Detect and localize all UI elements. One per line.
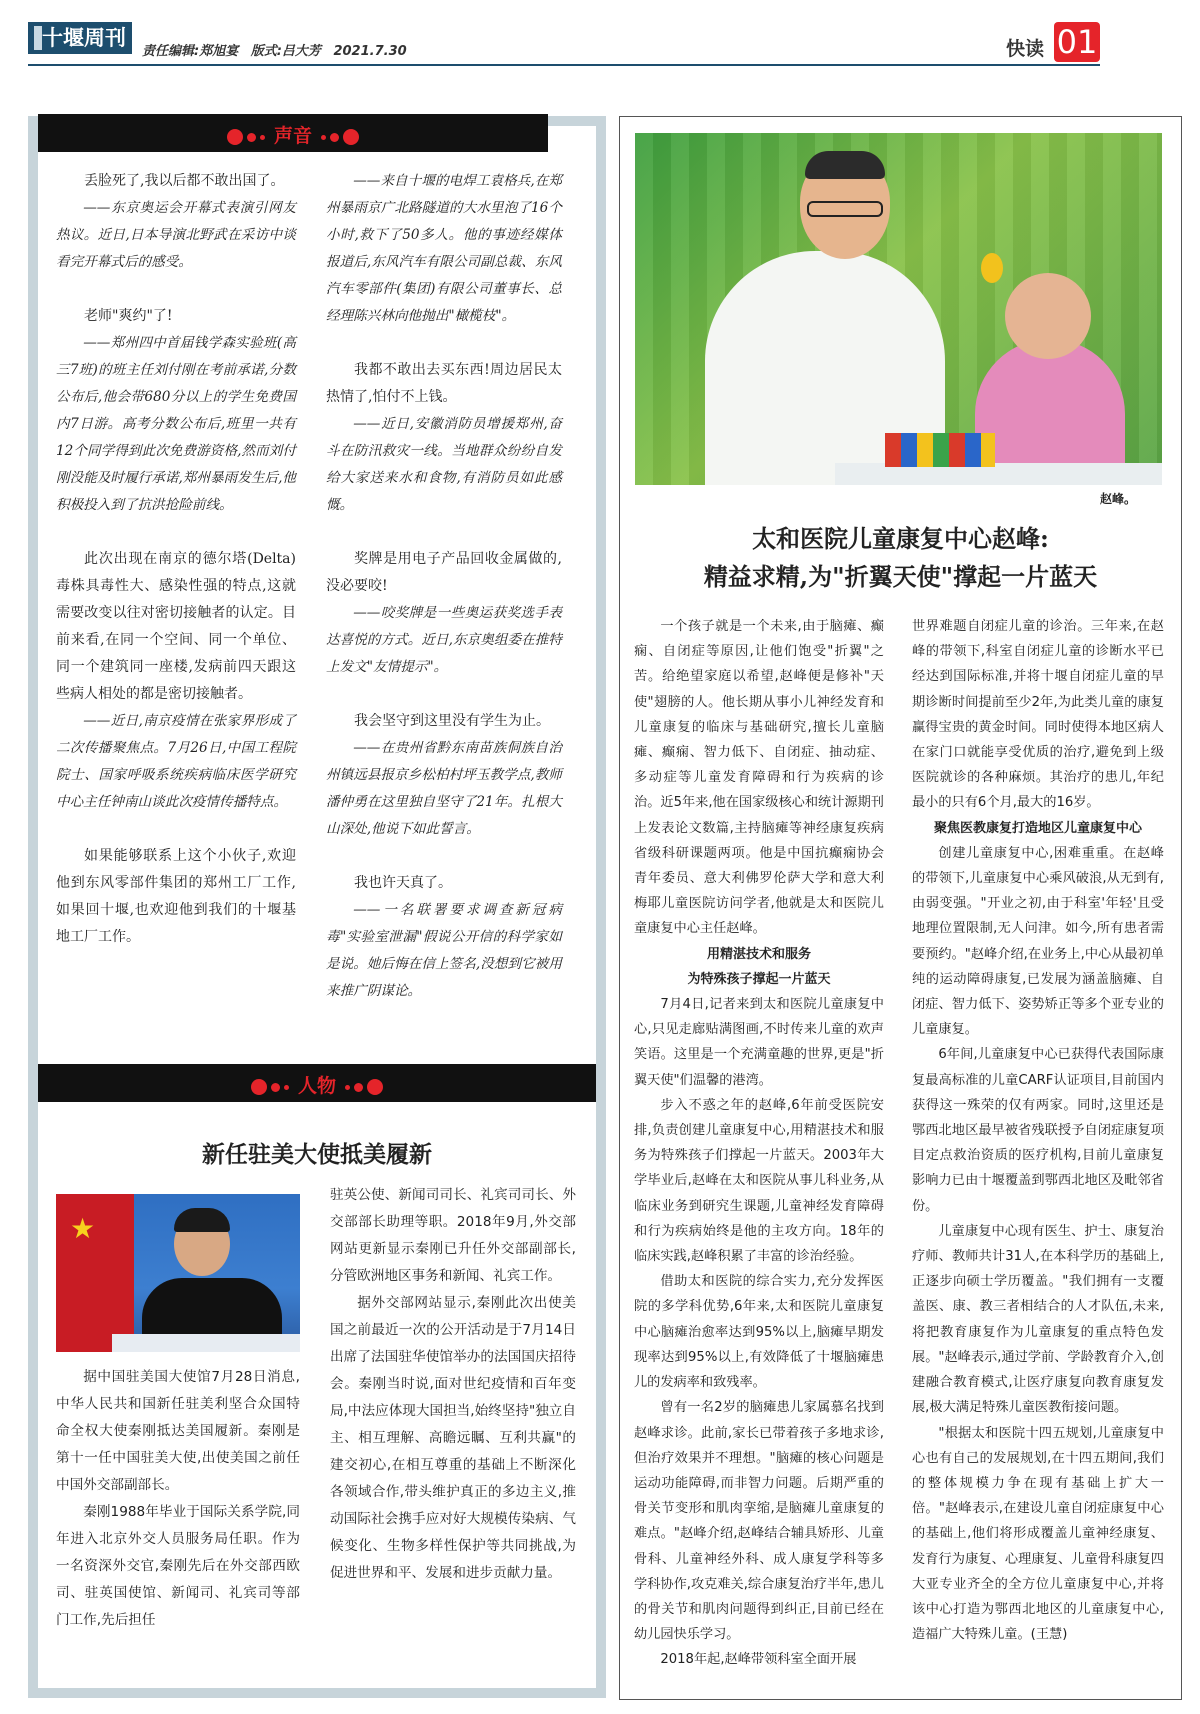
- editor-credit: 责任编辑:郑旭宴: [142, 44, 239, 59]
- paragraph: 2018年起,赵峰带领科室全面开展: [660, 1652, 857, 1668]
- issue-date: 2021.7.30: [333, 44, 407, 59]
- feature-headline-line2: 精益求精,为"折翼天使"撑起一片蓝天: [703, 562, 1098, 591]
- people-column-1: [56, 1364, 300, 1634]
- quote-source: ——在贵州省黔东南苗族侗族自治州镇远县报京乡松柏村坪玉教学点,教师潘仲勇在这里独自坚守了21年。扎根大山深处,他说下如此誓言。: [326, 740, 562, 837]
- paragraph: 创建儿童康复中心,困难重重。在赵峰的带领下,儿童康复中心乘风破浪,从无到有,由弱变强。"开业之初,由于科室'年轻'且受地理位置限制,无人问津。如今,所有患者需要预约。"赵峰介绍,在业务上,中心从最初单纯的运动障碍康复,已发展为涵盖脑瘫、自闭症、智力低下、姿势矫正等多个亚专业的儿童康复。: [912, 845, 1164, 1038]
- quote-text: 老师"爽约"了!: [84, 308, 173, 324]
- paragraph: 6年间,儿童康复中心已获得代表国际康复最高标准的儿童CARF认证项目,目前国内获得这一殊荣的仅有两家。同时,这里还是鄂西北地区最早被省残联授予自闭症康复项目定点救治资质的医疗机构,目前儿童康复影响力已由十堰覆盖到鄂西北地区及毗邻省份。: [912, 1047, 1164, 1214]
- quote-source: ——近日,安徽消防员增援郑州,奋斗在防汛救灾一线。当地群众纷纷自发给大家送来水和食物,有消防员如此感慨。: [326, 416, 562, 513]
- people-headline: 新任驻美大使抵美履新: [202, 1141, 432, 1168]
- paragraph: 据中国驻美国大使馆7月28日消息,中华人民共和国新任驻美利坚合众国特命全权大使秦刚抵达美国履新。秦刚是第十一任中国驻美大使,出使美国之前任中国外交部副部长。: [56, 1369, 300, 1493]
- quote-text: 此次出现在南京的德尔塔(Delta)毒株具毒性大、感染性强的特点,这就需要改变以往对密切接触者的认定。目前来看,在同一个空间、同一个单位、同一个建筑同一座楼,发病前四天跟这些病人相处的都是密切接触者。: [56, 551, 296, 702]
- feature-column-2: [912, 614, 1164, 1647]
- quote-text: 我都不敢出去买东西!周边居民太热情了,怕付不上钱。: [326, 362, 562, 405]
- feature-headline-line1: 太和医院儿童康复中心赵峰:: [752, 524, 1049, 553]
- paragraph: 据外交部网站显示,秦刚此次出使美国之前最近一次的公开活动是于7月14日出席了法国驻华使馆举办的法国国庆招待会。秦刚当时说,面对世纪疫情和百年变局,中法应体现大国担当,始终坚持"独立自主、相互理解、高瞻远瞩、互利共赢"的建交初心,在相互尊重的基础上不断深化各领域合作,带头维护真正的多边主义,推动国际社会携手应对好大规模传染病、气候变化、生物多样性保护等共同挑战,为促进世界和平、发展和进步贡献力量。: [330, 1295, 576, 1581]
- quote-text: 如果能够联系上这个小伙子,欢迎他到东风零部件集团的郑州工厂工作,如果回十堰,也欢迎他到我们的十堰基地工厂工作。: [56, 848, 296, 945]
- section-name: 快读: [1006, 38, 1045, 60]
- paragraph: 借助太和医院的综合实力,充分发挥医院的多学科优势,6年来,太和医院儿童康复中心脑瘫治愈率达到95%以上,脑瘫早期发现率达到95%以上,有效降低了十堰脑瘫患儿的发病率和致残率。: [634, 1274, 884, 1391]
- paragraph: 曾有一名2岁的脑瘫患儿家属慕名找到赵峰求诊。此前,家长已带着孩子多地求诊,但治疗效果并不理想。"脑瘫的核心问题是运动功能障碍,而非智力问题。后期严重的骨关节变形和肌肉挛缩,是脑瘫儿童康复的难点。"赵峰介绍,赵峰结合辅具矫形、儿童骨科、儿童神经外科、成人康复学科等多学科协作,攻克难关,综合康复治疗半年,患儿的骨关节和肌肉问题得到纠正,目前已经在幼儿园快乐学习。: [634, 1400, 884, 1643]
- paragraph: 儿童康复中心现有医生、护士、康复治疗师、教师共计31人,在本科学历的基础上,正逐步向硕士学历覆盖。"我们拥有一支覆盖医、康、教三者相结合的人才队伍,未来,将把教育康复作为儿童康复的重点特色发展。"赵峰表示,通过学前、学龄教育介入,创建融合教育模式,让医疗康复向教育康复发展,极大满足特殊儿童医教衔接问题。: [912, 1223, 1164, 1416]
- quote-text: 我也许天真了。: [354, 875, 452, 891]
- quote-source: ——咬奖牌是一些奥运获奖选手表达喜悦的方式。近日,东京奥组委在推特上发文"友情提示"。: [326, 605, 562, 675]
- photo-caption: 赵峰。: [1100, 492, 1137, 506]
- layout-credit: 版式:吕大芳: [250, 44, 321, 59]
- voices-column-1: [56, 168, 296, 951]
- dots-left-icon: [249, 1076, 291, 1098]
- dots-right-icon: [343, 1076, 385, 1098]
- quote-text: 奖牌是用电子产品回收金属做的,没必要咬!: [326, 551, 562, 594]
- feature-column-1: [634, 614, 884, 1673]
- quote-text: 丢脸死了,我以后都不敢出国了。: [84, 173, 285, 189]
- doctor-photo: [635, 133, 1162, 485]
- header-meta: [142, 40, 415, 59]
- quote-source: ——东京奥运会开幕式表演引网友热议。近日,日本导演北野武在采访中谈看完开幕式后的感受。: [56, 200, 296, 270]
- paragraph: 驻英公使、新闻司司长、礼宾司司长、外交部部长助理等职。2018年9月,外交部网站更新显示秦刚已升任外交部副部长,分管欧洲地区事务和新闻、礼宾工作。: [330, 1187, 576, 1284]
- masthead-logo: [28, 22, 132, 54]
- quote-source: ——来自十堰的电焊工袁格兵,在郑州暴雨京广北路隧道的大水里泡了16个小时,救下了50多人。他的事迹经媒体报道后,东风汽车有限公司副总裁、东风汽车零部件(集团)有限公司董事长、总经理陈兴林向他抛出"橄榄枝"。: [326, 173, 562, 324]
- subheading: 用精湛技术和服务: [706, 946, 811, 962]
- paragraph: "根据太和医院十四五规划,儿童康复中心也有自己的发展规划,在十四五期间,我们的整体规模力争在现有基础上扩大一倍。"赵峰表示,在建设儿童自闭症康复中心的基础上,他们将形成覆盖儿童神经康复、发育行为康复、心理康复、儿童骨科康复四大亚专业齐全的全方位儿童康复中心,并将该中心打造为鄂西北地区的儿童康复中心,造福广大特殊儿童。(王慧): [912, 1425, 1164, 1643]
- subheading: 为特殊孩子撑起一片蓝天: [687, 971, 831, 987]
- ambassador-photo: ★: [56, 1194, 300, 1352]
- voices-column-2: [326, 168, 562, 1005]
- dots-left-icon: [225, 126, 267, 148]
- people-section-bar: [38, 1064, 596, 1102]
- page-number: 01: [1054, 22, 1100, 62]
- paragraph: 步入不惑之年的赵峰,6年前受医院安排,负责创建儿童康复中心,用精湛技术和服务为特殊孩子们撑起一片蓝天。2003年大学毕业后,赵峰在太和医院从事儿科业务,从临床业务到研究生课题,儿童神经发育障碍和行为疾病始终是他的主攻方向。18年的临床实践,赵峰积累了丰富的诊治经验。: [634, 1097, 884, 1265]
- people-section-title: 人物: [297, 1075, 336, 1097]
- people-column-2: [330, 1182, 576, 1587]
- quote-source: ——郑州四中首届钱学森实验班(高三7班)的班主任刘付刚在考前承诺,分数公布后,他会带680分以上的学生免费国内7日游。高考分数公布后,班里一共有12个同学得到此次免费游资格,然而刘付刚没能及时履行承诺,郑州暴雨发生后,他积极投入到了抗洪抢险前线。: [56, 335, 296, 513]
- feature-headline: [620, 520, 1181, 596]
- voices-section-bar: [38, 114, 548, 152]
- masthead-logo-text: 十堰周刊: [42, 25, 126, 50]
- paragraph: 7月4日,记者来到太和医院儿童康复中心,只见走廊贴满图画,不时传来儿童的欢声笑语。这里是一个充满童趣的世界,更是"折翼天使"们温馨的港湾。: [634, 997, 884, 1088]
- quote-text: 我会坚守到这里没有学生为止。: [354, 713, 550, 729]
- quote-source: ——一名联署要求调查新冠病毒"实验室泄漏"假说公开信的科学家如是说。她后悔在信上签名,没想到它被用来推广阴谋论。: [326, 902, 562, 999]
- subheading: 聚焦医教康复打造地区儿童康复中心: [933, 820, 1142, 836]
- quote-source: ——近日,南京疫情在张家界形成了二次传播聚焦点。7月26日,中国工程院院士、国家呼吸系统疾病临床医学研究中心主任钟南山谈此次疫情传播特点。: [56, 713, 296, 810]
- header-rule: [28, 64, 1100, 66]
- voices-section-title: 声音: [273, 125, 312, 147]
- paragraph: 世界难题自闭症儿童的诊治。三年来,在赵峰的带领下,科室自闭症儿童的诊断水平已经达到国际标准,并将十堰自闭症儿童的早期诊断时间提前至少2年,为此类儿童的康复赢得宝贵的黄金时间。同时使得本地区病人在家门口就能享受优质的治疗,避免到上级医院就诊的各种麻烦。其治疗的患儿,年纪最小的只有6个月,最大的16岁。: [912, 619, 1164, 811]
- paragraph: 秦刚1988年毕业于国际关系学院,同年进入北京外交人员服务局任职。作为一名资深外交官,秦刚先后在外交部西欧司、驻英国使馆、新闻司、礼宾司等部门工作,先后担任: [56, 1504, 300, 1628]
- paragraph: 一个孩子就是一个未来,由于脑瘫、癫痫、自闭症等原因,让他们饱受"折翼"之苦。给绝望家庭以希望,赵峰便是修补"天使"翅膀的人。他长期从事小儿神经发育和儿童康复的临床与基础研究,擅长儿童脑瘫、癫痫、智力低下、自闭症、抽动症、多动症等儿童发育障碍和行为疾病的诊治。近5年来,他在国家级核心和统计源期刊上发表论文数篇,主持脑瘫等神经康复疾病省级科研课题两项。他是中国抗癫痫协会青年委员、意大利佛罗伦萨大学和意大利梅耶儿童医院访问学者,他就是太和医院儿童康复中心主任赵峰。: [634, 619, 884, 937]
- dots-right-icon: [319, 126, 361, 148]
